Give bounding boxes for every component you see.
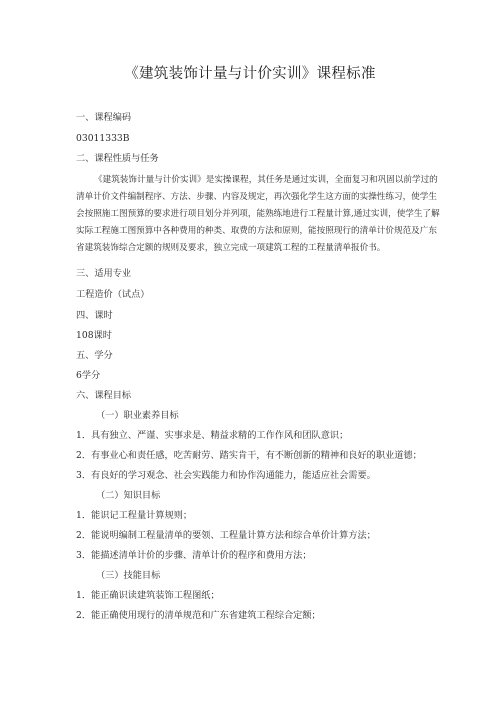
- list-item: 1．能正确识读建筑装饰工程图纸；: [76, 590, 220, 601]
- paragraph-line: 会按照施工图预算的要求进行项目划分并列项，能熟练地进行工程量计算,通过实训，使学生了解: [76, 209, 440, 219]
- list-item: 1．能识记工程量计算规则；: [76, 510, 193, 521]
- list-item: 2．有事业心和责任感，吃苦耐劳、踏实肯干，有不断创新的精神和良好的职业道德；: [76, 450, 422, 461]
- applicable-major-value: 工程造价（试点）: [76, 289, 150, 300]
- course-nature-paragraph: [76, 172, 440, 257]
- paragraph-line: 省建筑装饰综合定额的规则及要求，独立完成一项建筑工程的工程量清单报价书。: [76, 243, 386, 253]
- paragraph-line: 实际工程施工图预算中各种费用的种类、取费的方法和原则，能按照现行的清单计价规范及广东: [76, 226, 437, 236]
- subheading-knowledge-goals: （二）知识目标: [96, 490, 161, 501]
- list-item: 3．能描述清单计价的步骤、清单计价的程序和费用方法；: [76, 550, 312, 561]
- section-heading-applicable-major: 三、适用专业: [76, 268, 132, 279]
- section-heading-course-goals: 六、课程目标: [76, 390, 132, 401]
- section-heading-credits: 五、学分: [76, 350, 113, 361]
- course-code-value: 03011333B: [76, 133, 130, 144]
- list-item: 2．能说明编制工程量清单的要领、工程量计算方法和综合单价计算方法；: [76, 530, 376, 541]
- list-item: 3．有良好的学习观念、社会实践能力和协作沟通能力，能适应社会需要。: [76, 470, 376, 481]
- subheading-skill-goals: （三）技能目标: [96, 570, 161, 581]
- document-title: 《建筑装饰计量与计价实训》课程标准: [124, 66, 376, 82]
- class-hours-value: 108课时: [76, 330, 112, 341]
- subheading-professional-goals: （一）职业素养目标: [96, 410, 179, 421]
- section-heading-course-code: 一、课程编码: [76, 112, 132, 123]
- paragraph-line: 清单计价文件编制程序、方法、步骤、内容及规定，再次强化学生这方面的实操性练习，使学生: [76, 192, 437, 202]
- section-heading-course-nature: 二、课程性质与任务: [76, 153, 159, 164]
- paragraph-line: 《建筑装饰计量与计价实训》是实操课程，其任务是通过实训，全面复习和巩固以前学过的: [94, 175, 438, 185]
- credits-value: 6学分: [76, 370, 101, 381]
- list-item: 1．具有独立、严谨、实事求是、精益求精的工作作风和团队意识；: [76, 430, 349, 441]
- list-item: 2．能正确使用现行的清单规范和广东省建筑工程综合定额；: [76, 610, 321, 621]
- section-heading-class-hours: 四、课时: [76, 310, 113, 321]
